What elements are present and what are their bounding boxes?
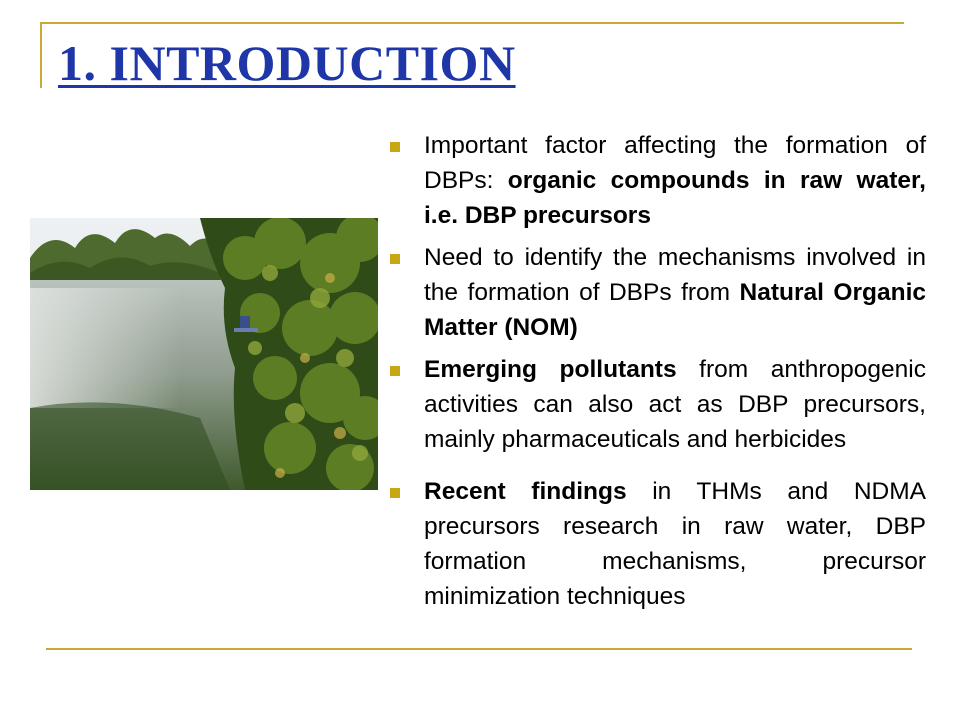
bullet-item — [384, 128, 926, 233]
bullet-text-bold: Emerging pollutants — [424, 356, 677, 383]
bullet-item — [384, 240, 926, 345]
left-border-line — [40, 22, 42, 88]
bullet-text: from anthropogenic activities can also act as DBP precursors, mainly pharmaceuticals and herbicides — [424, 356, 926, 453]
square-bullet-icon — [390, 488, 400, 498]
top-border-line — [40, 22, 904, 24]
slide-title: 1. INTRODUCTION — [58, 35, 516, 91]
bullet-text: in THMs and NDMA precursors research in raw water, DBP formation mechanisms, precursor minimization techniques — [424, 478, 927, 610]
bullet-text: Need to identify the mechanisms involved in the formation of DBPs from — [424, 244, 926, 306]
bullet-list — [384, 128, 926, 614]
bullet-text-bold: organic compounds in raw water, i.e. DBP precursors — [424, 167, 926, 229]
bullet-item — [384, 474, 926, 614]
bullet-text-bold: Recent findings — [424, 478, 627, 505]
square-bullet-icon — [390, 254, 400, 264]
river-photo — [30, 218, 378, 490]
bottom-border-line — [46, 648, 912, 650]
bullet-text: Important factor affecting the formation of DBPs: — [424, 132, 926, 194]
bullet-text-bold: Natural Organic Matter (NOM) — [424, 279, 926, 341]
square-bullet-icon — [390, 366, 400, 376]
square-bullet-icon — [390, 142, 400, 152]
bullet-item — [384, 352, 926, 457]
